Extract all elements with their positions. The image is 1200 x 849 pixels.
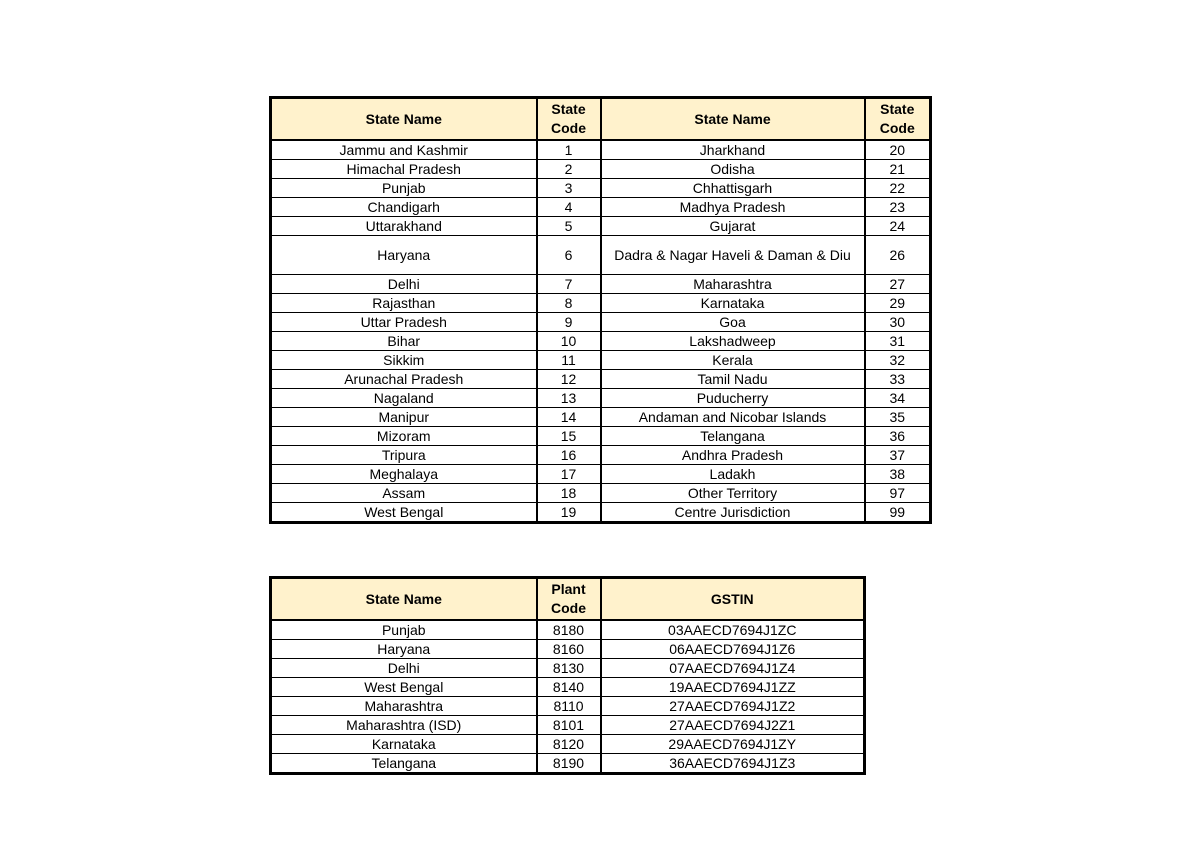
- state-code-cell: 38: [865, 465, 930, 484]
- gstin-cell: 07AAECD7694J1Z4: [601, 659, 864, 678]
- gstin-cell: 06AAECD7694J1Z6: [601, 640, 864, 659]
- state-name-cell: Uttar Pradesh: [272, 313, 537, 332]
- state-name-cell: Haryana: [272, 640, 537, 659]
- header-plant-code: Plant Code: [537, 579, 601, 621]
- plant-gstin-header-row: [272, 579, 864, 621]
- gstin-cell: 27AAECD7694J1Z2: [601, 697, 864, 716]
- table-row: [272, 294, 930, 313]
- plant-code-cell: 8190: [537, 754, 601, 773]
- state-code-cell: 19: [537, 503, 601, 522]
- state-code-cell: 20: [865, 140, 930, 160]
- table-row: [272, 313, 930, 332]
- table-row: [272, 465, 930, 484]
- state-name-cell: Assam: [272, 484, 537, 503]
- state-name-cell: Mizoram: [272, 427, 537, 446]
- plant-code-cell: 8140: [537, 678, 601, 697]
- state-name-cell: Jammu and Kashmir: [272, 140, 537, 160]
- table-row: [272, 217, 930, 236]
- state-code-cell: 34: [865, 389, 930, 408]
- state-code-cell: 15: [537, 427, 601, 446]
- table-row: [272, 640, 864, 659]
- state-name-cell: Telangana: [601, 427, 865, 446]
- table-row: [272, 503, 930, 522]
- gstin-cell: 19AAECD7694J1ZZ: [601, 678, 864, 697]
- state-name-cell: Odisha: [601, 160, 865, 179]
- state-name-cell: Punjab: [272, 179, 537, 198]
- state-code-cell: 14: [537, 408, 601, 427]
- state-code-cell: 4: [537, 198, 601, 217]
- state-name-cell: Karnataka: [272, 735, 537, 754]
- state-name-cell: Dadra & Nagar Haveli & Daman & Diu: [601, 236, 865, 275]
- state-name-cell: Centre Jurisdiction: [601, 503, 865, 522]
- state-name-cell: Puducherry: [601, 389, 865, 408]
- table-row: [272, 370, 930, 389]
- state-name-cell: Manipur: [272, 408, 537, 427]
- state-code-cell: 33: [865, 370, 930, 389]
- state-name-cell: Kerala: [601, 351, 865, 370]
- state-name-cell: Nagaland: [272, 389, 537, 408]
- state-code-cell: 7: [537, 275, 601, 294]
- state-code-cell: 22: [865, 179, 930, 198]
- state-name-cell: Jharkhand: [601, 140, 865, 160]
- state-code-cell: 23: [865, 198, 930, 217]
- state-name-cell: Haryana: [272, 236, 537, 275]
- table-row: [272, 659, 864, 678]
- table-row: [272, 179, 930, 198]
- state-name-cell: Meghalaya: [272, 465, 537, 484]
- header-state-name-2: State Name: [601, 99, 865, 141]
- state-code-cell: 13: [537, 389, 601, 408]
- plant-code-cell: 8110: [537, 697, 601, 716]
- state-name-cell: Madhya Pradesh: [601, 198, 865, 217]
- state-code-cell: 1: [537, 140, 601, 160]
- table-row: [272, 198, 930, 217]
- plant-code-cell: 8180: [537, 620, 601, 640]
- state-name-cell: Himachal Pradesh: [272, 160, 537, 179]
- state-codes-header-row: [272, 99, 930, 141]
- table-row: [272, 697, 864, 716]
- gstin-cell: 03AAECD7694J1ZC: [601, 620, 864, 640]
- table-row: [272, 332, 930, 351]
- state-code-cell: 30: [865, 313, 930, 332]
- table-row: [272, 236, 930, 275]
- state-code-cell: 9: [537, 313, 601, 332]
- state-name-cell: Ladakh: [601, 465, 865, 484]
- table-row: [272, 446, 930, 465]
- state-name-cell: Lakshadweep: [601, 332, 865, 351]
- state-name-cell: Other Territory: [601, 484, 865, 503]
- state-code-cell: 36: [865, 427, 930, 446]
- state-code-cell: 21: [865, 160, 930, 179]
- state-name-cell: Uttarakhand: [272, 217, 537, 236]
- state-code-cell: 35: [865, 408, 930, 427]
- state-codes-body: [272, 140, 930, 522]
- state-code-cell: 5: [537, 217, 601, 236]
- table-row: [272, 620, 864, 640]
- table-row: [272, 351, 930, 370]
- state-code-cell: 2: [537, 160, 601, 179]
- table-row: [272, 678, 864, 697]
- state-name-cell: Arunachal Pradesh: [272, 370, 537, 389]
- state-name-cell: Maharashtra (ISD): [272, 716, 537, 735]
- state-name-cell: Telangana: [272, 754, 537, 773]
- state-code-cell: 18: [537, 484, 601, 503]
- state-name-cell: Maharashtra: [601, 275, 865, 294]
- state-code-cell: 99: [865, 503, 930, 522]
- plant-gstin-body: [272, 620, 864, 773]
- state-name-cell: Andaman and Nicobar Islands: [601, 408, 865, 427]
- plant-code-cell: 8160: [537, 640, 601, 659]
- table-row: [272, 408, 930, 427]
- state-name-cell: Maharashtra: [272, 697, 537, 716]
- header-gstin: GSTIN: [601, 579, 864, 621]
- state-code-cell: 16: [537, 446, 601, 465]
- state-code-cell: 6: [537, 236, 601, 275]
- state-code-cell: 12: [537, 370, 601, 389]
- state-name-cell: Gujarat: [601, 217, 865, 236]
- table-row: [272, 160, 930, 179]
- table-row: [272, 427, 930, 446]
- state-code-cell: 10: [537, 332, 601, 351]
- table-row: [272, 754, 864, 773]
- table-row: [272, 275, 930, 294]
- plant-code-cell: 8130: [537, 659, 601, 678]
- plant-gstin-table: [271, 578, 864, 773]
- state-code-cell: 31: [865, 332, 930, 351]
- state-name-cell: Delhi: [272, 275, 537, 294]
- state-codes-table: [271, 98, 930, 522]
- state-name-cell: Chandigarh: [272, 198, 537, 217]
- state-name-cell: Tripura: [272, 446, 537, 465]
- state-name-cell: Andhra Pradesh: [601, 446, 865, 465]
- state-name-cell: Rajasthan: [272, 294, 537, 313]
- header-state-code-1: State Code: [537, 99, 601, 141]
- state-code-cell: 32: [865, 351, 930, 370]
- gstin-cell: 27AAECD7694J2Z1: [601, 716, 864, 735]
- state-code-cell: 11: [537, 351, 601, 370]
- table-row: [272, 735, 864, 754]
- state-name-cell: Sikkim: [272, 351, 537, 370]
- gstin-cell: 36AAECD7694J1Z3: [601, 754, 864, 773]
- state-code-cell: 37: [865, 446, 930, 465]
- state-code-cell: 3: [537, 179, 601, 198]
- gstin-cell: 29AAECD7694J1ZY: [601, 735, 864, 754]
- state-name-cell: Delhi: [272, 659, 537, 678]
- state-name-cell: Chhattisgarh: [601, 179, 865, 198]
- table-row: [272, 140, 930, 160]
- state-name-cell: West Bengal: [272, 678, 537, 697]
- plant-code-cell: 8120: [537, 735, 601, 754]
- state-code-cell: 24: [865, 217, 930, 236]
- table-row: [272, 484, 930, 503]
- state-name-cell: Bihar: [272, 332, 537, 351]
- state-code-cell: 17: [537, 465, 601, 484]
- state-name-cell: West Bengal: [272, 503, 537, 522]
- header-state-name-1: State Name: [272, 99, 537, 141]
- state-name-cell: Punjab: [272, 620, 537, 640]
- table-row: [272, 389, 930, 408]
- table-row: [272, 716, 864, 735]
- state-code-cell: 26: [865, 236, 930, 275]
- state-code-cell: 27: [865, 275, 930, 294]
- state-name-cell: Karnataka: [601, 294, 865, 313]
- state-name-cell: Goa: [601, 313, 865, 332]
- header-state-code-2: State Code: [865, 99, 930, 141]
- header-state-name: State Name: [272, 579, 537, 621]
- state-name-cell: Tamil Nadu: [601, 370, 865, 389]
- plant-code-cell: 8101: [537, 716, 601, 735]
- state-code-cell: 8: [537, 294, 601, 313]
- state-code-cell: 29: [865, 294, 930, 313]
- state-code-cell: 97: [865, 484, 930, 503]
